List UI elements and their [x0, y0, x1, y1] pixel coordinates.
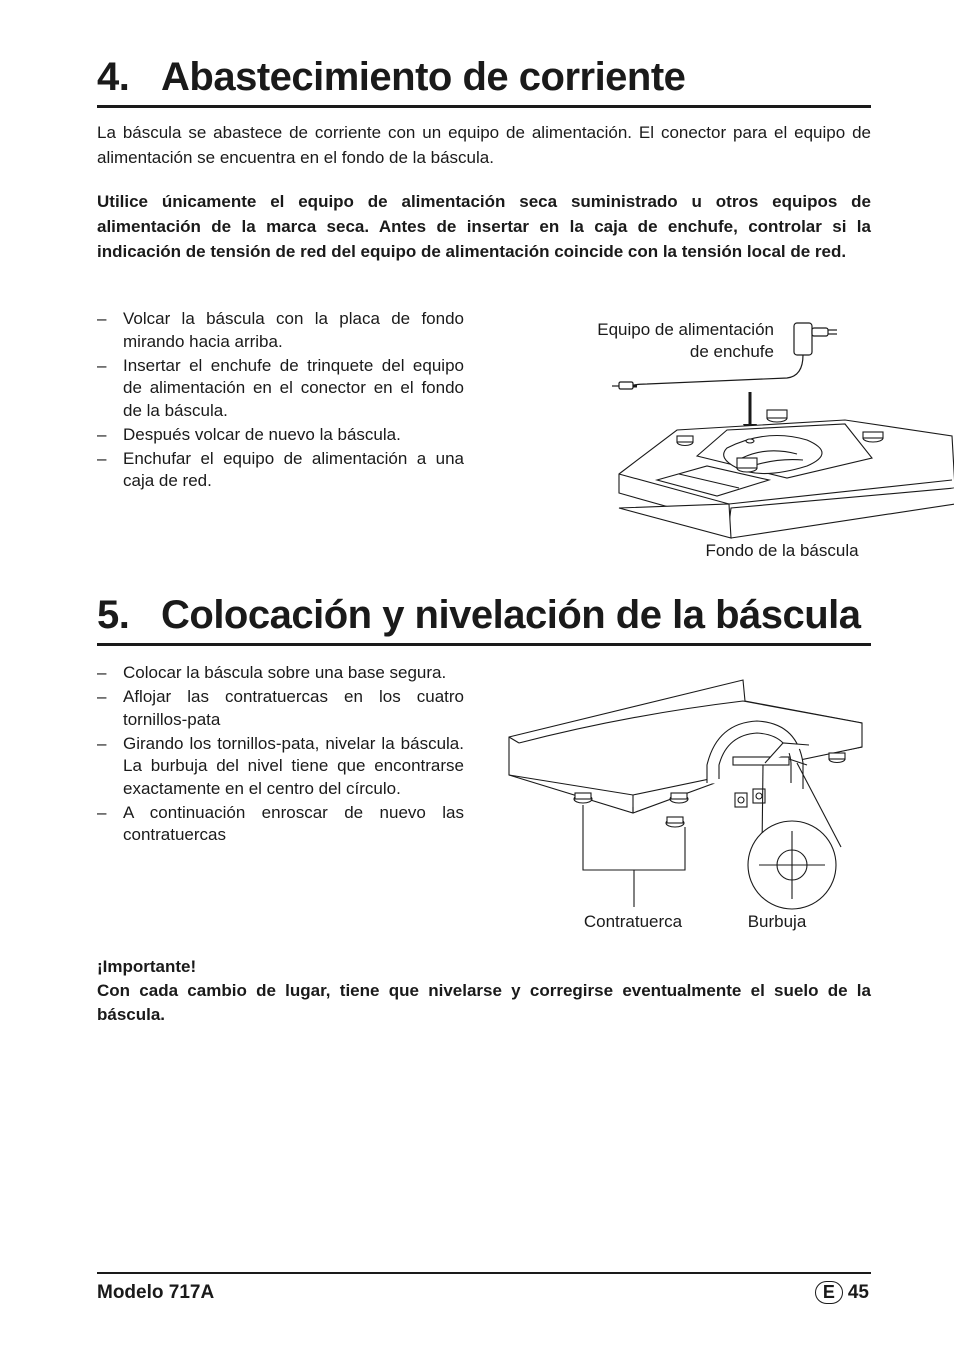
- adapter-label-line2: de enchufe: [689, 342, 774, 361]
- section-4-title: [97, 53, 871, 108]
- footer-divider: [97, 1272, 871, 1274]
- list-item: – Enchufar el equipo de alimentación a una caja de red.: [97, 448, 464, 493]
- footer-page-info: [815, 1281, 869, 1304]
- list-item: – Insertar el enchufe de trinquete del equipo de alimentación en el conector en el fondo de la báscula.: [97, 355, 464, 423]
- locknut-label: Contratuerca: [583, 912, 683, 931]
- important-heading: ¡Importante!: [97, 957, 197, 976]
- bubble-level-icon: [748, 821, 836, 909]
- language-badge: E: [815, 1281, 843, 1304]
- section-4-number: 4.: [97, 55, 130, 99]
- bubble-label: Burbuja: [747, 912, 807, 931]
- section-4-steps: [97, 308, 464, 494]
- scale-top-drawing: [509, 680, 862, 827]
- important-text: Con cada cambio de lugar, tiene que nivelarse y corregirse eventualmente el suelo de la báscula.: [97, 981, 871, 1024]
- scale-bottom-label: Fondo de la báscula: [705, 541, 859, 560]
- manual-page: [97, 0, 871, 1352]
- footer-model: Modelo 717A: [97, 1282, 215, 1303]
- section-4-warning: Utilice únicamente el equipo de alimentación seca suministrado u otros equipos de alimentación de la marca seca. Antes de insertar en la caja de enchufe, controlar si la indicación de tensión de red del equipo de alimentación coincide con la tensión local de red.: [97, 192, 871, 261]
- list-item: – Después volcar de nuevo la báscula.: [97, 424, 464, 447]
- list-item: – Volcar la báscula con la placa de fondo mirando hacia arriba.: [97, 308, 464, 353]
- scale-bottom-drawing: [619, 410, 954, 538]
- power-supply-illustration: [507, 308, 871, 568]
- list-item: – A continuación enroscar de nuevo las contratuercas: [97, 802, 464, 847]
- section-4-intro: La báscula se abastece de corriente con un equipo de alimentación. El conector para el equipo de alimentación se encuentra en el fondo de la báscula.: [97, 123, 871, 167]
- page-number: 45: [847, 1281, 869, 1303]
- section-4-heading: Abastecimiento de corriente: [161, 55, 686, 99]
- list-item: – Girando los tornillos-pata, nivelar la báscula. La burbuja del nivel tiene que encontrarse exactamente en el centro del círculo.: [97, 733, 464, 801]
- list-item: – Aflojar las contratuercas en los cuatro tornillos-pata: [97, 686, 464, 731]
- section-5-heading: Colocación y nivelación de la báscula: [161, 593, 861, 637]
- section-5-steps: [97, 662, 464, 848]
- leveling-illustration: [507, 665, 871, 945]
- section-5-number: 5.: [97, 593, 130, 637]
- list-item: – Colocar la báscula sobre una base segura.: [97, 662, 464, 685]
- adapter-label-line1: Equipo de alimentación: [597, 320, 774, 339]
- important-note: [97, 955, 871, 1027]
- section-5-title: [97, 591, 871, 646]
